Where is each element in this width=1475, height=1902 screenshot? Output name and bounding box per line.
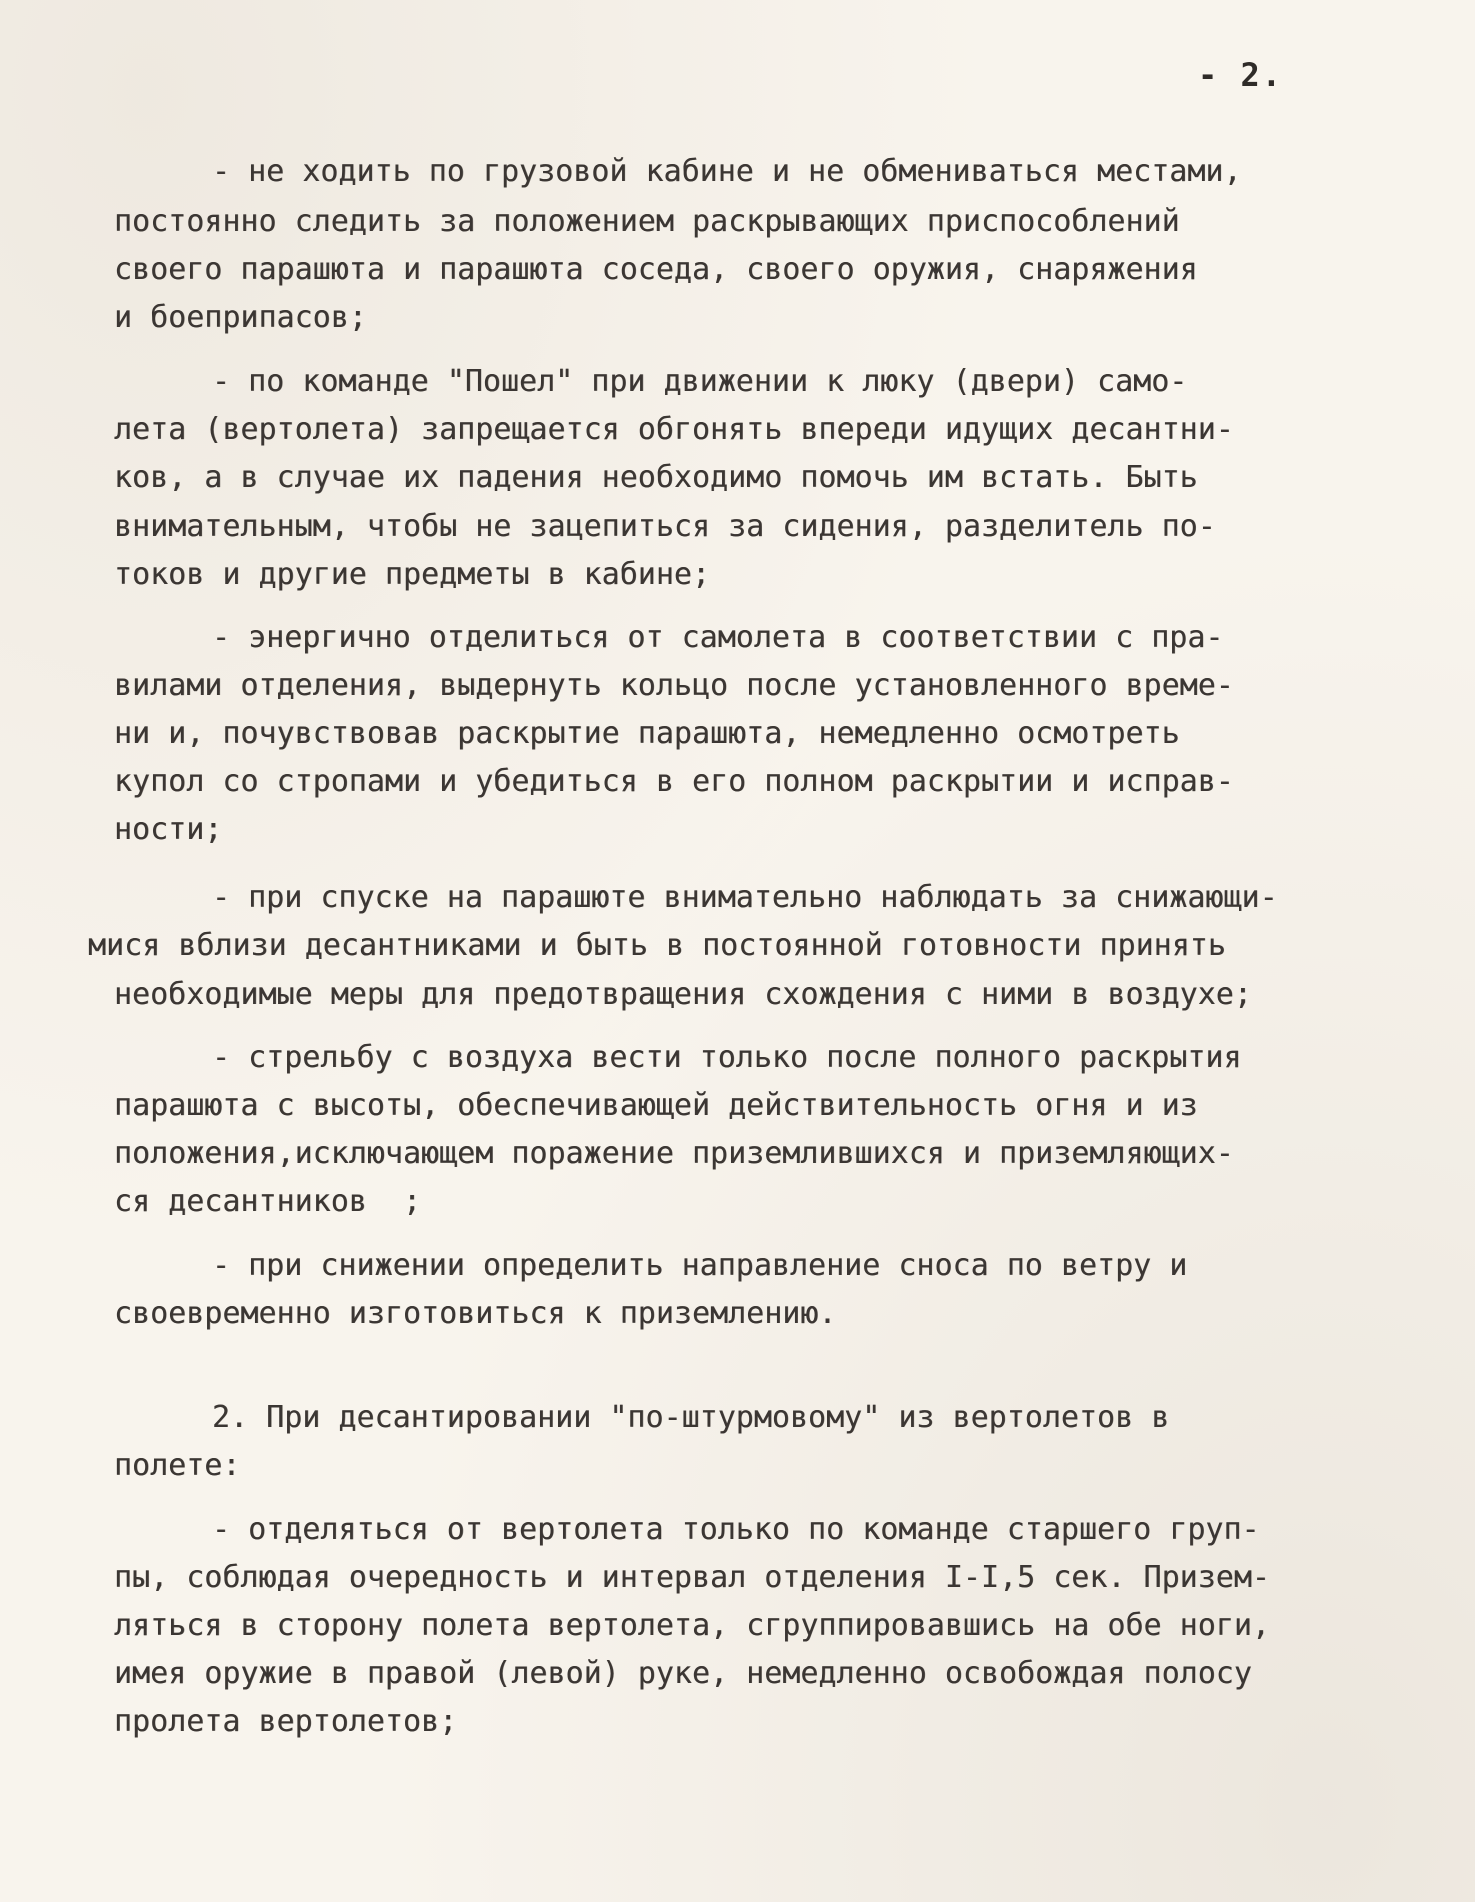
text-line: купол со стропами и убедиться в его полном раскрытии и исправ- [114, 764, 1234, 799]
text-line: ни и, почувствовав раскрытие парашюта, немедленно осмотреть [114, 716, 1180, 751]
text-line: лета (вертолета) запрещается обгонять впереди идущих десантни- [114, 412, 1234, 447]
text-line: пролета вертолетов; [114, 1704, 458, 1739]
text-line: - при спуске на парашюте внимательно наблюдать за снижающи- [212, 880, 1278, 915]
text-line: и боеприпасов; [114, 300, 367, 335]
text-line: - энергично отделиться от самолета в соответствии с пра- [212, 620, 1224, 655]
text-line: необходимые меры для предотвращения схождения с ними в воздухе; [114, 977, 1252, 1012]
text-line: - при снижении определить направление сноса по ветру и [212, 1248, 1188, 1283]
text-line: - не ходить по грузовой кабине и не обмениваться местами, [212, 154, 1242, 189]
text-line: - стрельбу с воздуха вести только после полного раскрытия [212, 1040, 1242, 1075]
page-number: - 2. [1198, 56, 1284, 94]
text-line: внимательным, чтобы не зацепиться за сидения, разделитель по- [114, 509, 1216, 544]
text-line: - по команде "Пошел" при движении к люку (двери) само- [212, 364, 1188, 399]
text-line: ков, а в случае их падения необходимо помочь им встать. Быть [114, 460, 1198, 495]
text-line: вилами отделения, выдернуть кольцо после установленного време- [114, 668, 1234, 703]
text-line: парашюта с высоты, обеспечивающей действительность огня и из [114, 1088, 1198, 1123]
text-line: ся десантников ; [114, 1184, 422, 1219]
text-line: пы, соблюдая очередность и интервал отделения I-I,5 сек. Призем- [114, 1560, 1270, 1595]
text-line: постоянно следить за положением раскрывающих приспособлений [114, 204, 1180, 239]
text-line: мися вблизи десантниками и быть в постоянной готовности принять [88, 928, 1226, 963]
text-line: имея оружие в правой (левой) руке, немедленно освобождая полосу [114, 1656, 1252, 1691]
text-line: своевременно изготовиться к приземлению. [114, 1296, 837, 1331]
text-line: - отделяться от вертолета только по команде старшего груп- [212, 1512, 1260, 1547]
text-line: токов и другие предметы в кабине; [114, 557, 711, 592]
section-heading-line: 2. При десантировании "по-штурмовому" из вертолетов в [212, 1400, 1170, 1435]
text-line: положения,исключающем поражение приземлившихся и приземляющих- [114, 1136, 1234, 1171]
text-line: ности; [114, 812, 223, 847]
text-line: ляться в сторону полета вертолета, сгруппировавшись на обе ноги, [114, 1608, 1270, 1643]
text-line: своего парашюта и парашюта соседа, своего оружия, снаряжения [114, 252, 1198, 287]
section-heading-line: полете: [114, 1448, 241, 1483]
